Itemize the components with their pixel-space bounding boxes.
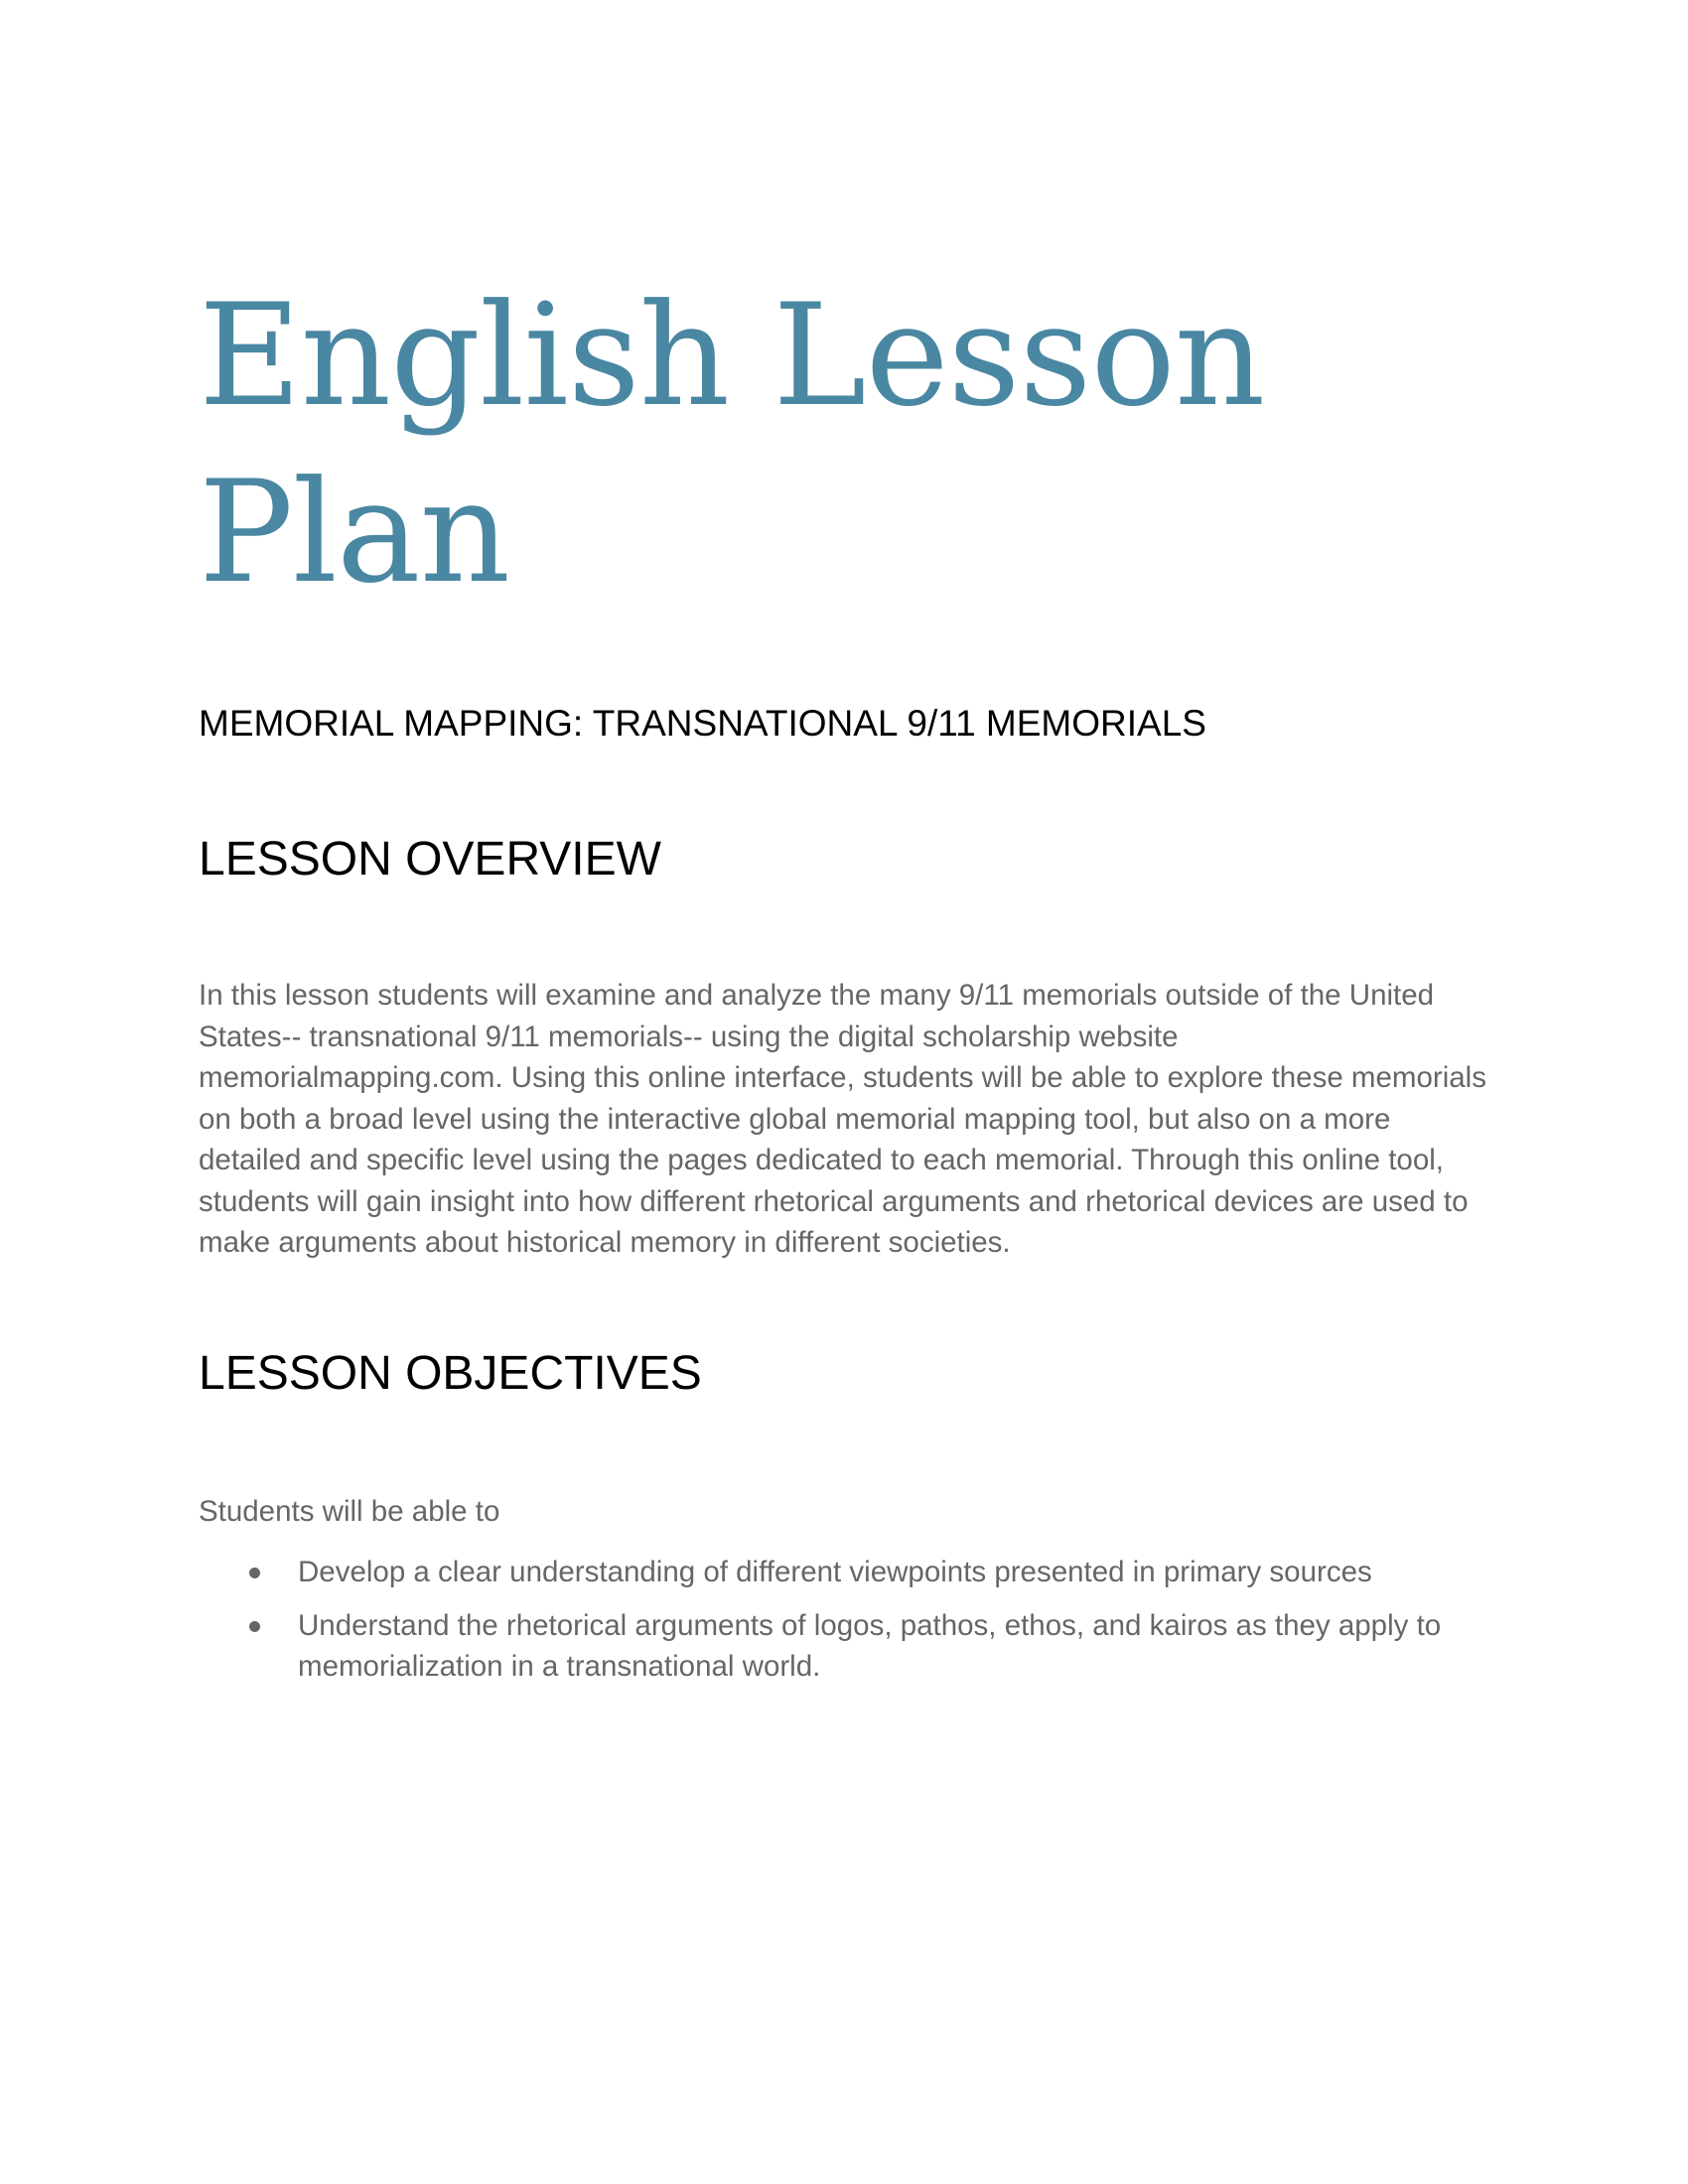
bullet-icon	[249, 1621, 260, 1632]
objective-item	[199, 1552, 1489, 1593]
document-title: English Lesson Plan	[199, 274, 1265, 614]
overview-paragraph: In this lesson students will examine and analyze the many 9/11 memorials outside of the United States-- transnational 9/11 memorials-- using the digital scholarship website memorialmapping.com. Using this online interface, students will be able to explore these memorials on both a broad level using the interactive global memorial mapping tool, but also on a more detailed and specific level using the pages dedicated to each memorial. Through this online tool, students will gain insight into how different rhetorical arguments and rhetorical devices are used to make arguments about historical memory in different societies.	[199, 979, 1486, 1259]
objective-text: Understand the rhetorical arguments of logos, pathos, ethos, and kairos as they apply to memorialization in a transnational world.	[298, 1608, 1442, 1683]
objectives-heading: LESSON OBJECTIVES	[199, 1347, 702, 1400]
overview-heading: LESSON OVERVIEW	[199, 833, 661, 886]
bullet-icon	[249, 1568, 260, 1578]
document-subtitle: MEMORIAL MAPPING: TRANSNATIONAL 9/11 MEMORIALS	[199, 703, 1206, 744]
objective-item	[199, 1605, 1489, 1688]
objectives-intro: Students will be able to	[199, 1495, 500, 1528]
objective-text: Develop a clear understanding of different viewpoints presented in primary sources	[298, 1556, 1372, 1588]
document-content	[199, 268, 1489, 1683]
objectives-list	[199, 1552, 1489, 1700]
